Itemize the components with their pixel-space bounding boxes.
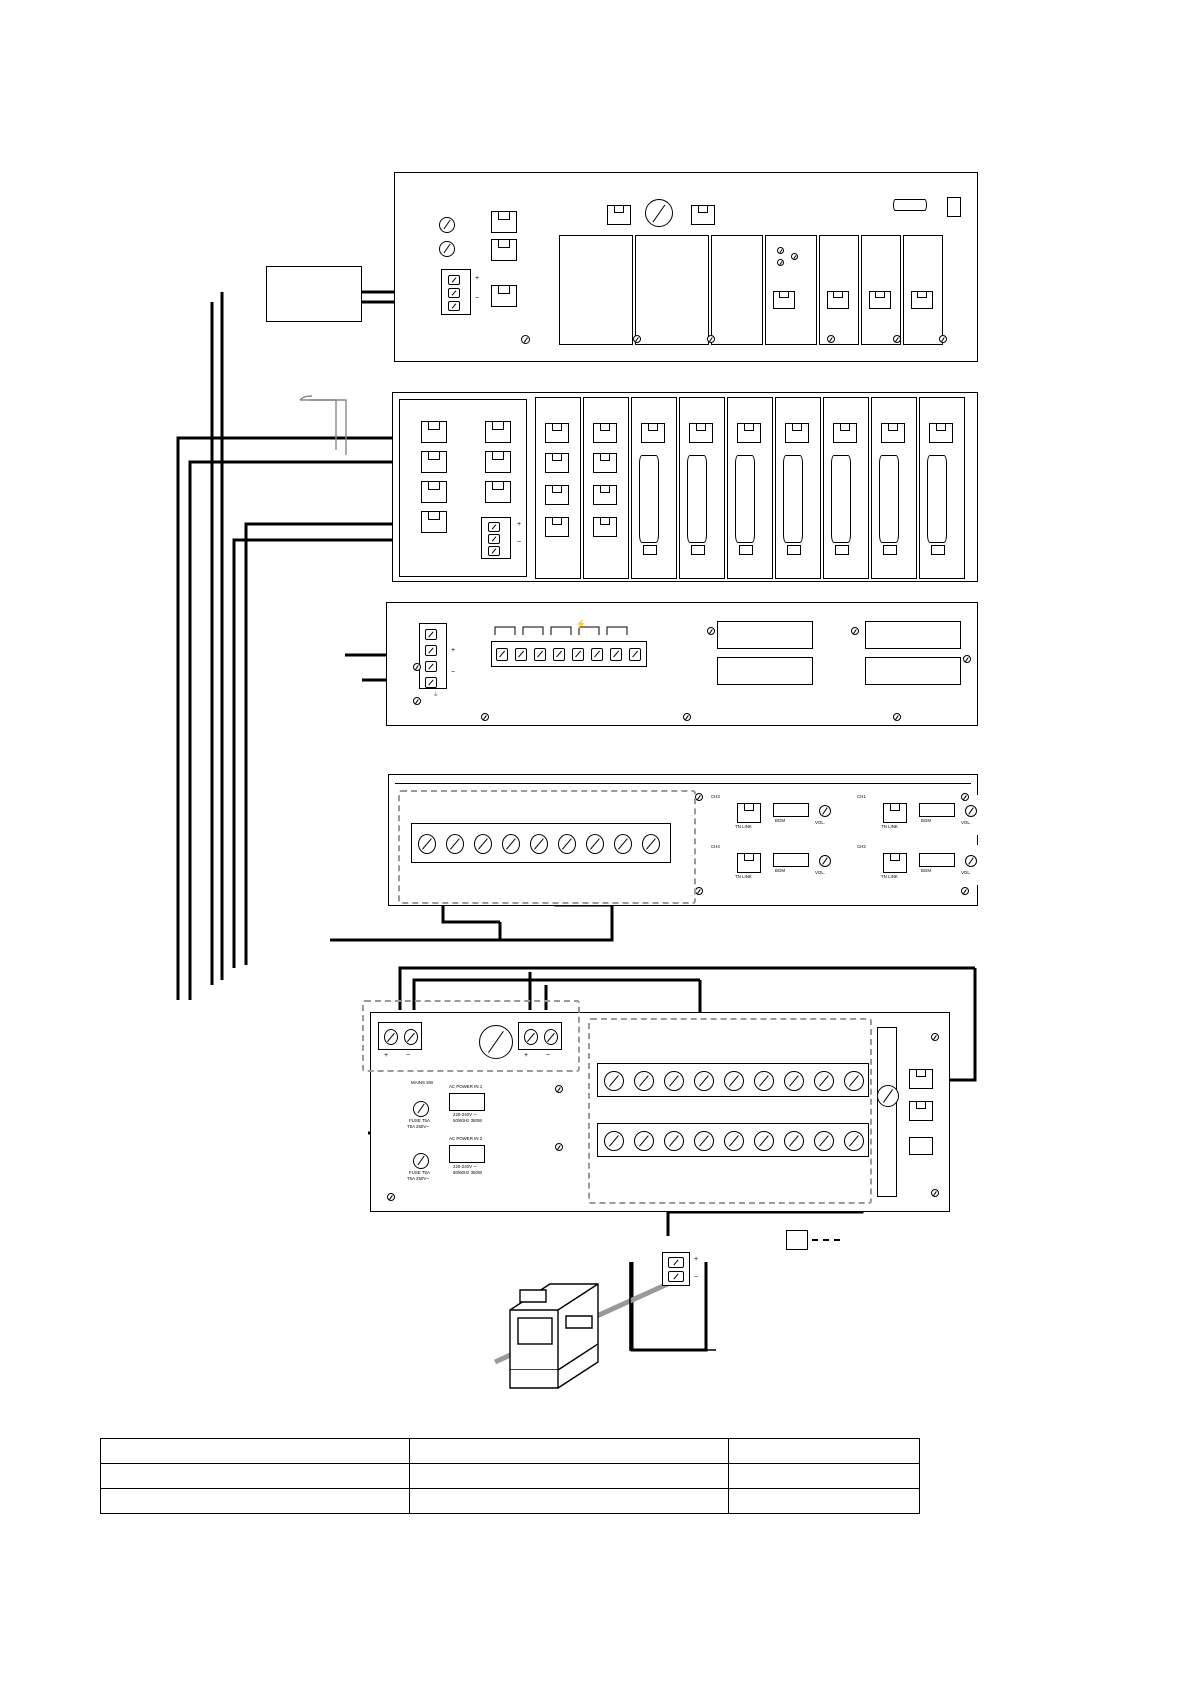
module-bay-7-port[interactable] [911, 291, 933, 309]
amp-ch2-bgm-label: BGM [921, 868, 932, 873]
amp-ch3-link-label: TN LINK [735, 824, 752, 829]
terminal-minus-label: − [475, 295, 480, 302]
rack-card-port-2[interactable] [593, 485, 617, 505]
pdu-ground-label: ⏚ [433, 692, 439, 698]
dc-input-left-terminal[interactable] [378, 1022, 422, 1050]
rack-card-port[interactable] [737, 423, 761, 443]
xlr-connector[interactable] [645, 199, 673, 227]
pdu-screw [963, 655, 971, 663]
amp-ch4-port[interactable] [737, 853, 761, 873]
rack-card-port[interactable] [929, 423, 953, 443]
dsub-connector[interactable] [893, 199, 927, 211]
module-bay-6 [861, 235, 901, 345]
amp-ch4-bgm-label: BGM [775, 868, 786, 873]
pdu-screw [707, 627, 715, 635]
legend-cell [729, 1439, 920, 1464]
rack-card-port-2[interactable] [545, 485, 569, 505]
rack-card-port-2[interactable] [545, 517, 569, 537]
amp-top-rail [395, 783, 971, 784]
legend-cell [729, 1489, 920, 1514]
terminal-plus-label: + [475, 275, 480, 282]
dc-input-right-terminal[interactable] [518, 1022, 562, 1050]
psu-inlet2-freq: 50/60Hz 350W [453, 1170, 483, 1175]
module-bay-2 [635, 235, 709, 345]
legend-connector-icon [786, 1230, 808, 1250]
amp-ch3-bgm-label: BGM [775, 818, 786, 823]
rack-card-port[interactable] [881, 423, 905, 443]
pdu-slot-3 [865, 621, 961, 649]
pdu-plus-label: + [451, 647, 456, 654]
amp-terminal-highlight [398, 790, 696, 904]
amp-ch4-label: CH4 [711, 844, 720, 849]
pdu-screw [893, 713, 901, 721]
rack-rj-l2[interactable] [421, 451, 447, 473]
rack-dsub[interactable] [735, 455, 755, 543]
dc-right-minus: − [546, 1052, 551, 1059]
rack-card-port[interactable] [785, 423, 809, 443]
battery-backup-module [480, 1270, 740, 1420]
amp-screw [961, 793, 969, 801]
module-bay-5 [819, 235, 859, 345]
rack-dsub[interactable] [783, 455, 803, 543]
rack-card-indicator [835, 545, 849, 555]
amp-screw [695, 887, 703, 895]
rack-card-port[interactable] [689, 423, 713, 443]
rj-port-2[interactable] [491, 239, 517, 261]
dc-input-terminal-block[interactable] [441, 269, 471, 315]
rack-rj-l3[interactable] [421, 481, 447, 503]
amp-ch3-label: CH3 [711, 794, 720, 799]
psu-fuse1-rating: T5A 250V~ [407, 1124, 429, 1129]
psu-right-knob[interactable] [877, 1085, 899, 1107]
rj-port-1[interactable] [491, 211, 517, 233]
amp-ch1-link-label: TN LINK [881, 824, 898, 829]
pdu-dc-terminal[interactable] [419, 623, 447, 689]
amp-ch4-dip[interactable] [773, 853, 809, 867]
battery-terminal-block[interactable] [662, 1252, 690, 1286]
rack-card-indicator [739, 545, 753, 555]
amp-ch1-vol-label: VOL. [961, 820, 972, 825]
psu-ac-inlet-2[interactable] [449, 1145, 485, 1163]
legend-cell [410, 1464, 729, 1489]
psu-rj-top[interactable] [909, 1069, 933, 1089]
pdu-output-terminal-row[interactable] [491, 641, 647, 667]
psu-screw [555, 1143, 563, 1151]
psu-fuse-2[interactable] [413, 1153, 429, 1169]
rack-rj-r2[interactable] [485, 451, 511, 473]
control-knob-2[interactable] [439, 241, 455, 257]
psu-rj-bottom[interactable] [909, 1101, 933, 1121]
amp-channel-ch1 [857, 795, 997, 835]
psu-fuse-1[interactable] [413, 1101, 429, 1117]
chassis-screw [633, 335, 641, 343]
control-knob-1[interactable] [439, 217, 455, 233]
module-bay-4-port[interactable] [773, 291, 795, 309]
amp-ch2-label: CH2 [857, 844, 866, 849]
psu-terminal-highlight [588, 1018, 872, 1204]
module-bay-3 [711, 235, 763, 345]
table-row [101, 1439, 920, 1464]
pdu-slot-1 [717, 621, 813, 649]
rack-card-port-2[interactable] [545, 453, 569, 473]
amp-ch3-dip[interactable] [773, 803, 809, 817]
rack-card-port[interactable] [641, 423, 665, 443]
amp-ch2-link-label: TN LINK [881, 874, 898, 879]
rj-port-3[interactable] [491, 285, 517, 307]
module-bay-6-port[interactable] [869, 291, 891, 309]
legend-cell [729, 1464, 920, 1489]
dc-right-plus: + [524, 1052, 529, 1059]
psu-inlet1-freq: 50/60Hz 350W [453, 1118, 483, 1123]
pdu-screw [413, 697, 421, 705]
power-distribution-unit [386, 602, 978, 726]
battery-minus-label: − [694, 1274, 699, 1281]
module-bay-1 [559, 235, 633, 345]
amp-ch3-port[interactable] [737, 803, 761, 823]
pdu-screw [481, 713, 489, 721]
psu-right-panel [877, 1027, 897, 1197]
amp-ch1-label: CH1 [857, 794, 866, 799]
rack-dsub[interactable] [639, 455, 659, 543]
legend-table [100, 1438, 920, 1514]
chassis-screw [521, 335, 530, 344]
module-screw-b [777, 259, 784, 266]
legend-cell [410, 1439, 729, 1464]
rack-dsub[interactable] [687, 455, 707, 543]
legend-cell [101, 1464, 410, 1489]
amp-ch2-dip[interactable] [919, 853, 955, 867]
table-row [101, 1464, 920, 1489]
chassis-screw [939, 335, 947, 343]
rack-rj-l1[interactable] [421, 421, 447, 443]
amp-screw [961, 887, 969, 895]
pdu-slot-4 [865, 657, 961, 685]
amp-ch1-dip[interactable] [919, 803, 955, 817]
psu-fuse2-rating: T5A 250V~ [407, 1176, 429, 1181]
rack-minus-label: − [517, 539, 522, 546]
pdu-screw [851, 627, 859, 635]
rack-card-port-2[interactable] [593, 453, 617, 473]
rack-rj-r1[interactable] [485, 421, 511, 443]
rack-dsub[interactable] [927, 455, 947, 543]
rack-card-indicator [931, 545, 945, 555]
legend-cell [410, 1489, 729, 1514]
psu-mains-label: MAINS SW [411, 1080, 434, 1085]
psu-ac-inlet-1[interactable] [449, 1093, 485, 1111]
amp-channel-ch3 [711, 795, 851, 835]
amp-ch4-link-label: TN LINK [735, 874, 752, 879]
table-row [101, 1489, 920, 1514]
psu-inlet1-spec: 220-240V ∼ [453, 1112, 477, 1117]
rack-rj-r3[interactable] [485, 481, 511, 503]
chassis-screw [893, 335, 901, 343]
module-bay-7 [903, 235, 943, 345]
amp-screw [695, 793, 703, 801]
rack-card-port[interactable] [545, 423, 569, 443]
amp-ch2-vol-label: VOL. [961, 870, 972, 875]
amp-ch4-vol[interactable] [819, 855, 831, 867]
rack-card-indicator [787, 545, 801, 555]
rack-dc-terminal[interactable] [481, 517, 511, 559]
pdu-screw [413, 663, 421, 671]
battery-plus-label: + [694, 1256, 699, 1263]
svg-text:⚡: ⚡ [575, 619, 587, 629]
legend-cell [101, 1489, 410, 1514]
module-screw-a [777, 247, 784, 254]
amp-ch3-vol-label: VOL. [815, 820, 826, 825]
external-junction-box [266, 266, 362, 322]
pdu-screw [683, 713, 691, 721]
amp-ch3-vol[interactable] [819, 805, 831, 817]
module-screw-c [791, 253, 798, 260]
psu-fuse2-label: FUSE T5A [409, 1170, 430, 1175]
amp-channel-ch4 [711, 845, 851, 885]
rack-plus-label: + [517, 521, 522, 528]
pdu-minus-label: − [451, 669, 456, 676]
rack-rj-l4[interactable] [421, 511, 447, 533]
amp-ch1-port[interactable] [883, 803, 907, 823]
psu-inlet2-title: AC POWER IN 2 [449, 1136, 483, 1141]
expansion-card-rack [392, 392, 978, 582]
rack-card-port[interactable] [833, 423, 857, 443]
amp-ch1-vol[interactable] [965, 805, 977, 817]
amp-ch2-port[interactable] [883, 853, 907, 873]
small-connector-right[interactable] [947, 197, 961, 217]
psu-fuse1-label: FUSE T5A [409, 1118, 430, 1123]
legend-cell [101, 1439, 410, 1464]
pdu-slot-2 [717, 657, 813, 685]
psu-inlet1-title: AC POWER IN 1 [449, 1084, 483, 1089]
psu-connector-block[interactable] [909, 1137, 933, 1155]
rack-card-indicator [691, 545, 705, 555]
psu-screw [555, 1085, 563, 1093]
rack-card-port-2[interactable] [593, 517, 617, 537]
rack-card-indicator [643, 545, 657, 555]
main-control-unit [394, 172, 978, 362]
amp-channel-ch2 [857, 845, 997, 885]
rack-card-port[interactable] [593, 423, 617, 443]
chassis-screw [707, 335, 715, 343]
rack-card-indicator [883, 545, 897, 555]
rack-dsub[interactable] [831, 455, 851, 543]
psu-screw [387, 1193, 395, 1201]
dc-left-minus: − [406, 1052, 411, 1059]
psu-screw [931, 1189, 939, 1197]
dc-left-plus: + [384, 1052, 389, 1059]
top-rj-left[interactable] [607, 205, 631, 225]
amp-ch4-vol-label: VOL. [815, 870, 826, 875]
top-rj-right[interactable] [691, 205, 715, 225]
amp-ch2-vol[interactable] [965, 855, 977, 867]
chassis-screw [827, 335, 835, 343]
psu-screw [931, 1033, 939, 1041]
psu-inlet2-spec: 220-240V ∼ [453, 1164, 477, 1169]
module-bay-5-port[interactable] [827, 291, 849, 309]
module-bay-4 [765, 235, 817, 345]
rack-dsub[interactable] [879, 455, 899, 543]
amp-ch1-bgm-label: BGM [921, 818, 932, 823]
